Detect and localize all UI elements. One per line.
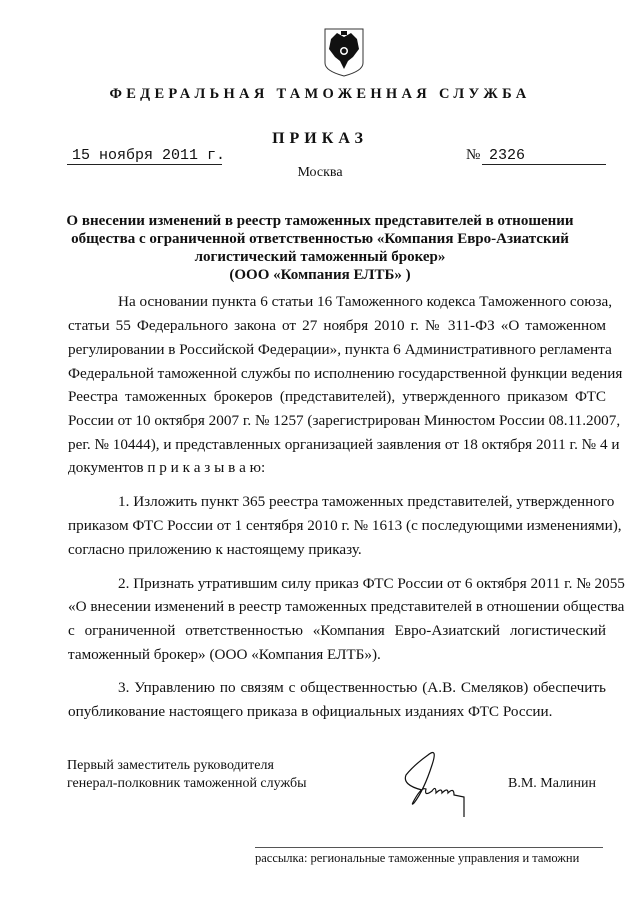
- distribution-divider: [255, 847, 603, 848]
- body-line: документов п р и к а з ы в а ю:: [68, 459, 266, 476]
- body-line: «О внесении изменений в реестр таможенных представителей в отношении общества: [68, 598, 625, 615]
- distribution-list: рассылка: региональные таможенные управления и таможни: [255, 851, 580, 865]
- city: Москва: [297, 165, 343, 180]
- body-line: приказом ФТС России от 1 сентября 2010 г. № 1613 (с последующими изменениями),: [68, 517, 622, 534]
- body-line: 1. Изложить пункт 365 реестра таможенных представителей, утвержденного: [118, 493, 615, 510]
- title-line: О внесении изменений в реестр таможенных представителей в отношении: [66, 213, 574, 229]
- body-line: статьи 55 Федерального закона от 27 ноября 2010 г. № 311-ФЗ «О таможенном: [68, 317, 606, 334]
- body-line: На основании пункта 6 статьи 16 Таможенного кодекса Таможенного союза,: [118, 293, 613, 310]
- body-line: опубликование настоящего приказа в официальных изданиях ФТС России.: [68, 703, 553, 720]
- body-line: согласно приложению к настоящему приказу.: [68, 541, 362, 558]
- body-line: Федеральной таможенной службы по исполнению государственной функции ведения: [68, 365, 623, 382]
- title-line: (ООО «Компания ЕЛТБ» ): [229, 267, 411, 283]
- signer-name: В.М. Малинин: [508, 776, 597, 791]
- number-label: №: [466, 147, 481, 163]
- document-type: ПРИКАЗ: [272, 130, 368, 147]
- body-line: таможенный брокер» (ООО «Компания ЕЛТБ»).: [68, 646, 381, 663]
- signer-rank: генерал-полковник таможенной службы: [67, 776, 307, 791]
- body-line: регулировании в Российской Федерации», пункта 6 Административного регламента: [68, 341, 612, 358]
- handwritten-signature: [392, 745, 472, 820]
- title-line: логистический таможенный брокер»: [194, 249, 446, 265]
- order-number: 2326: [489, 147, 526, 164]
- body-line: России от 10 октября 2007 г. № 1257 (зарегистрирован Минюстом России 08.11.2007,: [68, 412, 621, 429]
- signer-position: Первый заместитель руководителя: [67, 758, 274, 773]
- agency-name: ФЕДЕРАЛЬНАЯ ТАМОЖЕННАЯ СЛУЖБА: [109, 86, 531, 102]
- body-line: 2. Признать утратившим силу приказ ФТС России от 6 октября 2011 г. № 2055: [118, 575, 625, 592]
- title-line: общества с ограниченной ответственностью «Компания Евро-Азиатский: [71, 231, 569, 247]
- body-line: с ограниченной ответственностью «Компания Евро-Азиатский логистический: [68, 622, 606, 639]
- body-line: 3. Управлению по связям с общественностью (А.В. Смеляков) обеспечить: [118, 679, 606, 696]
- body-line: рег. № 10444), и представленных организацией заявления от 18 октября 2011 г. № 4 и: [68, 436, 620, 453]
- coat-of-arms-emblem: [323, 27, 365, 77]
- order-date: 15 ноября 2011 г.: [72, 147, 226, 164]
- body-line: Реестра таможенных брокеров (представителей), утвержденного приказом ФТС: [68, 388, 606, 405]
